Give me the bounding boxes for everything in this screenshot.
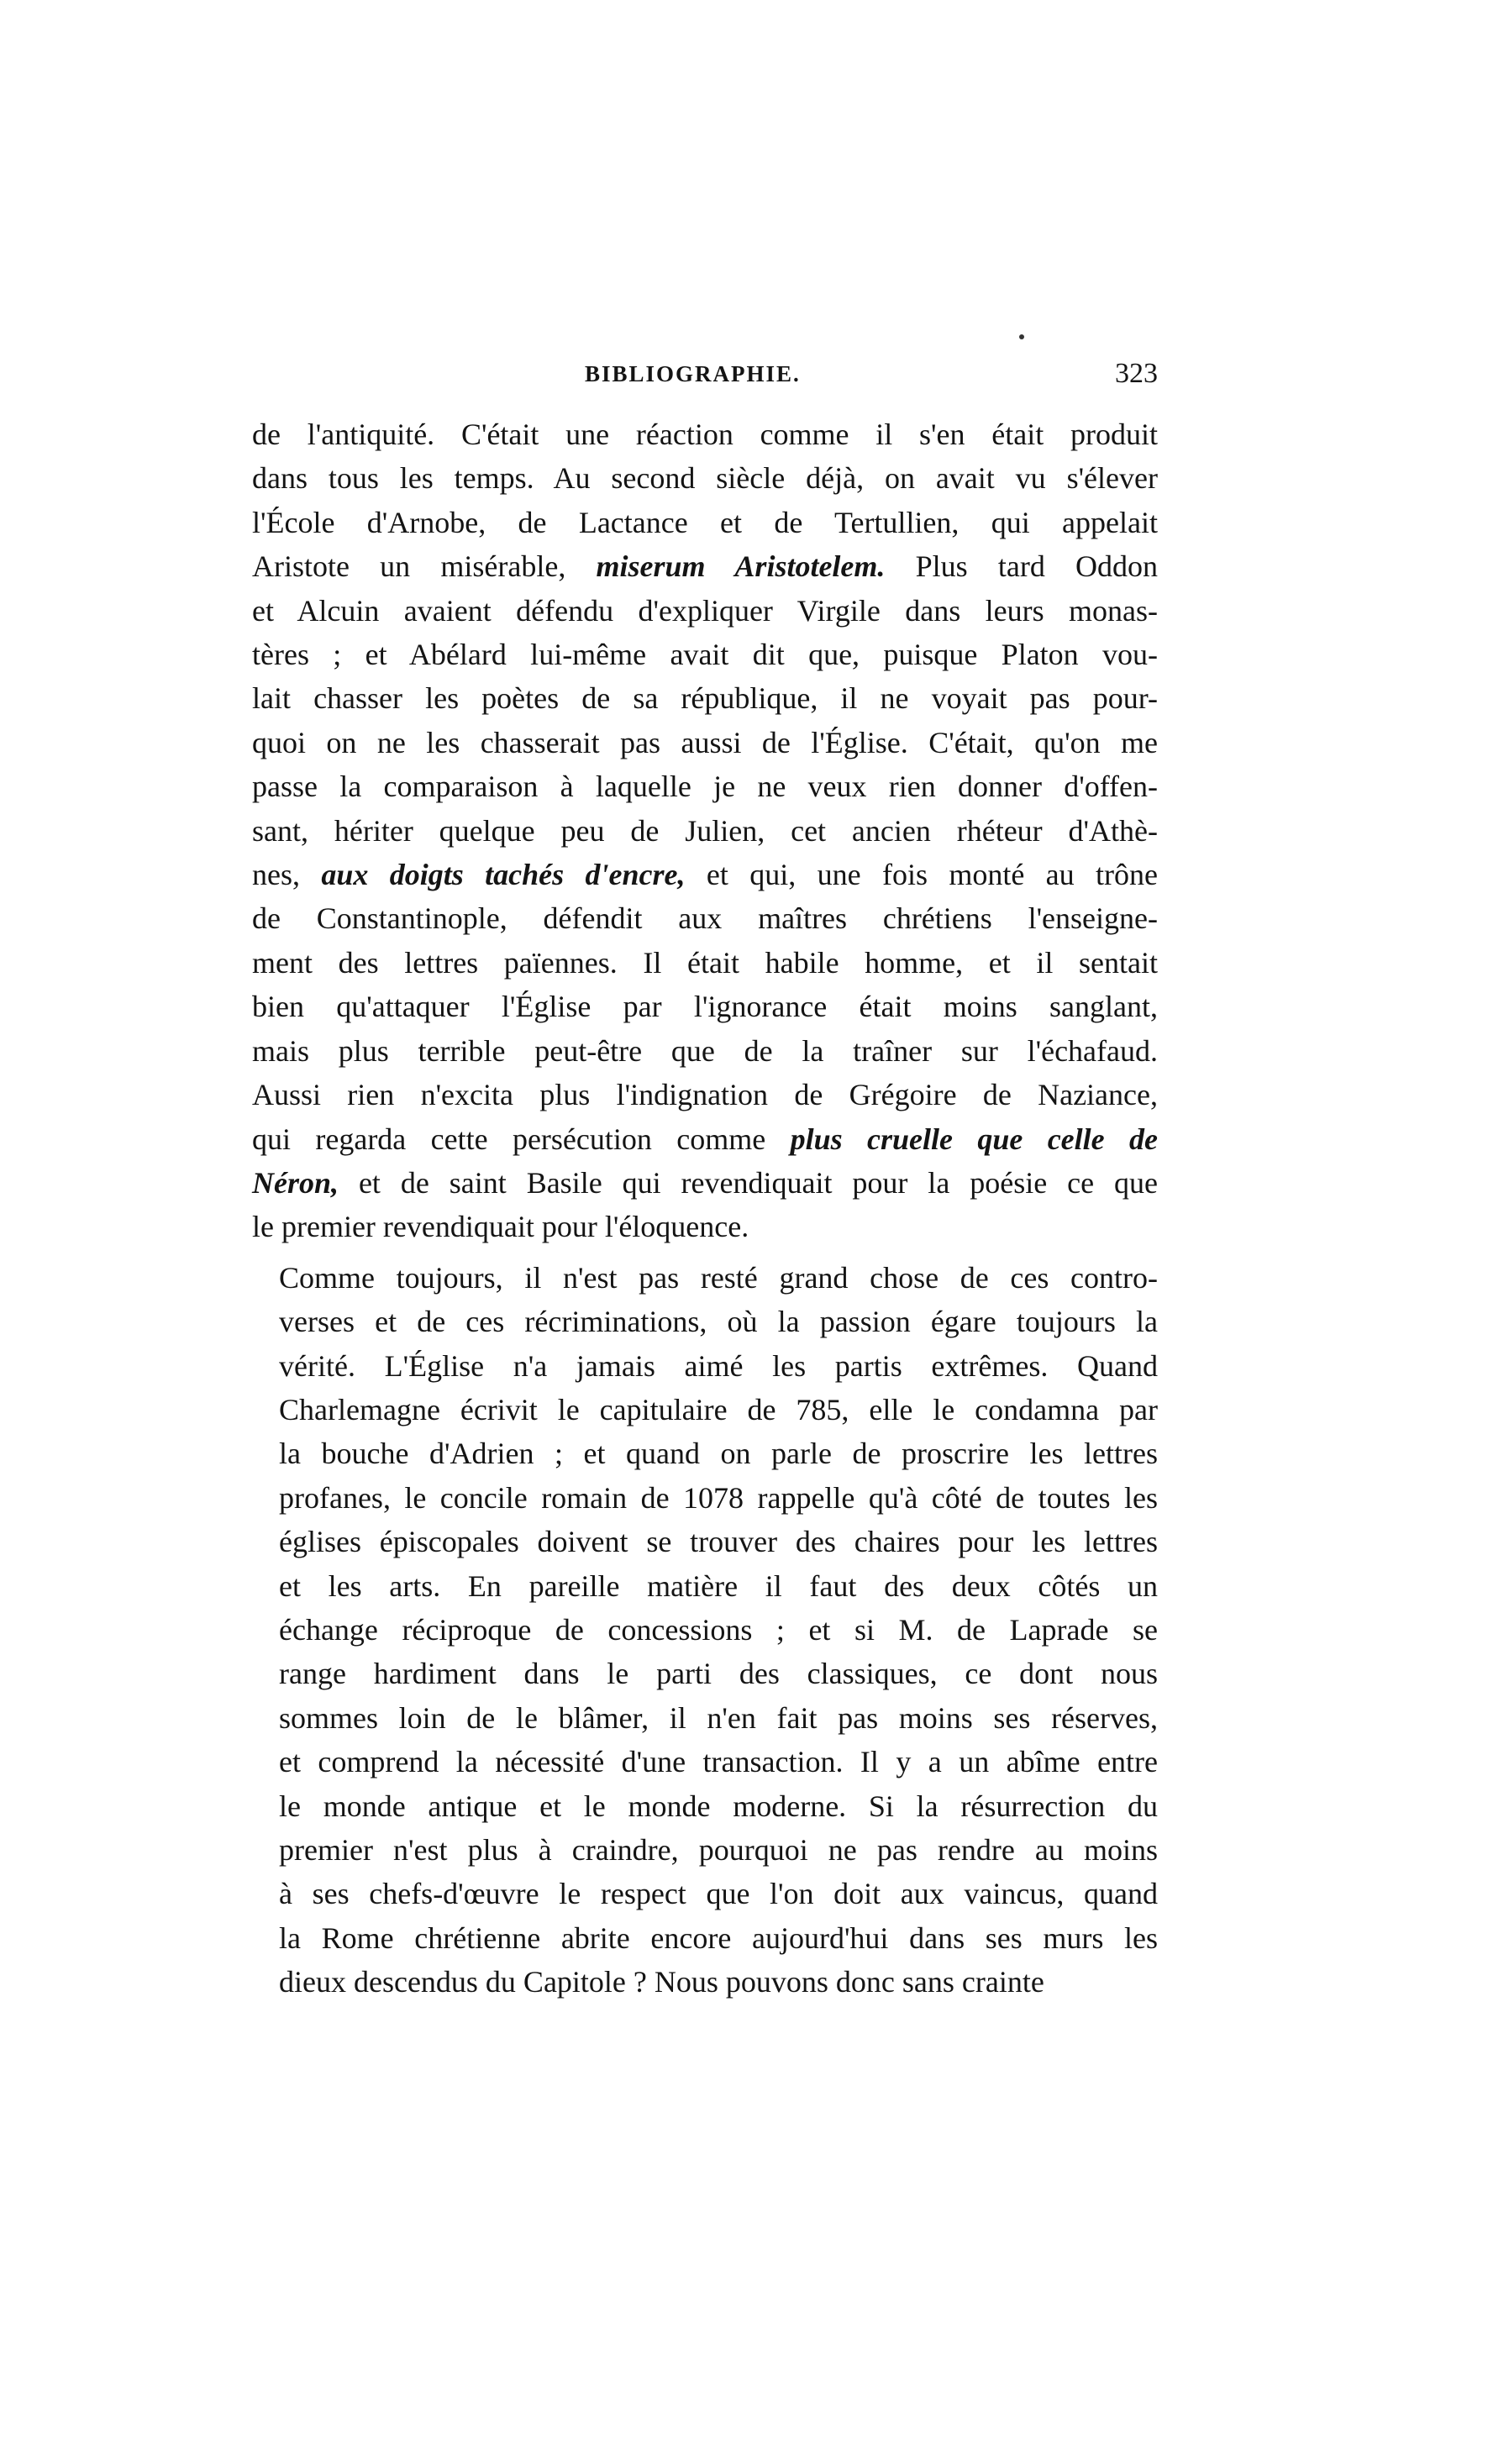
- page-number: 323: [1115, 358, 1158, 389]
- text-line: mais plus terrible peut-être que de la traîner sur l'échafaud.: [252, 1033, 1158, 1068]
- text-line: quoi on ne les chasserait pas aussi de l'Église. C'était, qu'on me: [252, 725, 1158, 759]
- text-line: de l'antiquité. C'était une réaction comme il s'en était produit: [252, 418, 1158, 451]
- text-line: la bouche d'Adrien ; et quand on parle de proscrire les lettres: [279, 1437, 1158, 1471]
- text-line: et les arts. En pareille matière il faut des deux côtés un: [279, 1568, 1158, 1603]
- body-text: [252, 412, 1158, 2004]
- text-line: Néron, et de saint Basile qui revendiquait pour la poésie ce que: [252, 1165, 1158, 1200]
- text-line: le monde antique et le monde moderne. Si la résurrection du: [279, 1789, 1158, 1823]
- text-line: échange réciproque de concessions ; et si M. de Laprade se: [279, 1612, 1158, 1647]
- text-line: lait chasser les poètes de sa république, il ne voyait pas pour-: [252, 681, 1158, 716]
- text-line: églises épiscopales doivent se trouver des chaires pour les lettres: [279, 1525, 1158, 1559]
- text-line: premier n'est plus à craindre, pourquoi ne pas rendre au moins: [279, 1833, 1158, 1867]
- text-line: nes, aux doigts tachés d'encre, et qui, une fois monté au trône: [252, 858, 1159, 892]
- paragraph-1: [252, 412, 1158, 1249]
- text-line: le premier revendiquait pour l'éloquence.: [252, 1210, 749, 1244]
- text-line: sommes loin de le blâmer, il n'en fait pas moins ses réserves,: [279, 1700, 1158, 1735]
- text-line: passe la comparaison à laquelle je ne veux rien donner d'offen-: [252, 770, 1158, 804]
- text-line: ment des lettres païennes. Il était habile homme, et il sentait: [252, 945, 1158, 980]
- running-head: BIBLIOGRAPHIE.: [585, 361, 801, 386]
- text-line: bien qu'attaquer l'Église par l'ignorance était moins sanglant,: [252, 990, 1158, 1024]
- text-line: de Constantinople, défendit aux maîtres chrétiens l'enseigne-: [252, 901, 1158, 936]
- text-line: sant, hériter quelque peu de Julien, cet ancien rhéteur d'Athè-: [252, 813, 1158, 848]
- text-line: dans tous les temps. Au second siècle déjà, on avait vu s'élever: [252, 461, 1158, 496]
- text-line: Charlemagne écrivit le capitulaire de 785, elle le condamna par: [279, 1392, 1158, 1426]
- text-line: tères ; et Abélard lui-même avait dit que, puisque Platon vou-: [252, 638, 1158, 672]
- text-line: Aussi rien n'excita plus l'indignation de Grégoire de Naziance,: [252, 1078, 1158, 1112]
- text-line: dieux descendus du Capitole ? Nous pouvons donc sans crainte: [279, 1965, 1044, 1999]
- text-line: vérité. L'Église n'a jamais aimé les partis extrêmes. Quand: [279, 1348, 1158, 1383]
- text-line: qui regarda cette persécution comme plus cruelle que celle de: [252, 1122, 1158, 1156]
- ink-speck: [1019, 334, 1024, 339]
- text-line: l'École d'Arnobe, de Lactance et de Tertullien, qui appelait: [252, 505, 1158, 539]
- paragraph-2: [252, 1256, 1158, 2004]
- text-line: verses et de ces récriminations, où la passion égare toujours la: [279, 1305, 1158, 1339]
- text-line: et Alcuin avaient défendu d'expliquer Virgile dans leurs monas-: [252, 593, 1158, 628]
- text-line: profanes, le concile romain de 1078 rappelle qu'à côté de toutes les: [279, 1480, 1158, 1515]
- text-line: à ses chefs-d'œuvre le respect que l'on doit aux vaincus, quand: [279, 1877, 1158, 1911]
- text-line: et comprend la nécessité d'une transaction. Il y a un abîme entre: [279, 1745, 1158, 1779]
- text-line: la Rome chrétienne abrite encore aujourd'hui dans ses murs les: [279, 1920, 1158, 1955]
- text-line: range hardiment dans le parti des classiques, ce dont nous: [279, 1657, 1158, 1691]
- text-line: Aristote un misérable, miserum Aristotelem. Plus tard Oddon: [252, 549, 1159, 584]
- text-line: Comme toujours, il n'est pas resté grand chose de ces contro-: [279, 1260, 1158, 1295]
- page-header: [252, 358, 1158, 403]
